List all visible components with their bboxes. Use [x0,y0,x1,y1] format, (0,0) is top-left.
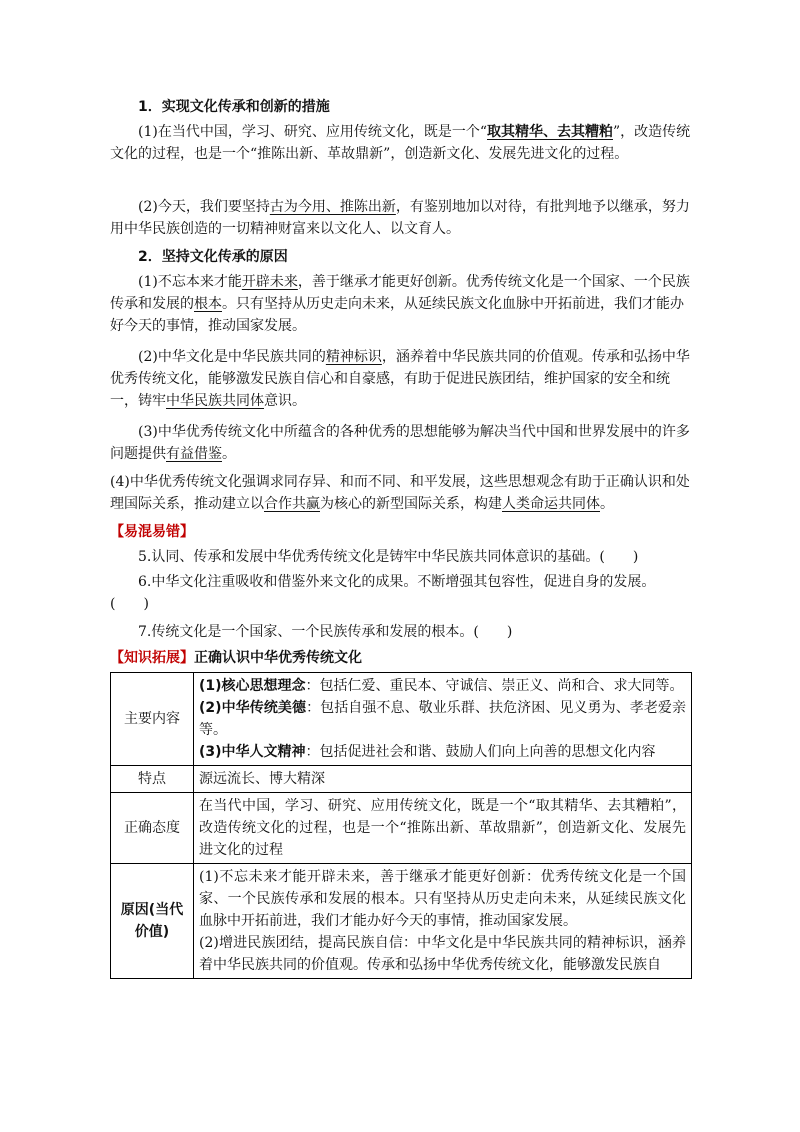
main-content-item-2 [199,697,686,741]
section-1-paragraph-2 [110,196,692,240]
section-2-paragraph-1 [110,271,692,337]
section-1-paragraph-1 [110,121,692,165]
row-label-features: 特点 [111,766,194,793]
text: ，有鉴别地加以对待，有批判地予以继承，努力用中华民族创造的一切精神财富来以文化人、以文育人。 [110,199,690,237]
extension-heading: 【知识拓展】 [110,650,194,666]
text: (2)今天，我们要坚持 [138,199,270,215]
text: 。只有坚持从历史走向未来，从延续民族文化血脉中开拓前进，我们才能办好今天的事情，推动国家发展。 [110,296,684,334]
main-content-item-3 [199,741,686,763]
section-2-paragraph-2 [110,346,692,412]
question-5: 5.认同、传承和发展中华优秀传统文化是铸牢中华民族共同体意识的基础。( ) [138,549,639,565]
extension-title: 正确认识中华优秀传统文化 [194,650,362,666]
features-cell: 源远流长、博大精深 [194,766,692,793]
label-line: 原因(当代 [120,902,184,918]
attitude-cell: 在当代中国，学习、研究、应用传统文化，既是一个“取其精华、去其糟粕”，改造传统文化的过程，也是一个“推陈出新、革故鼎新”，创造新文化、发展先进文化的过程 [194,793,692,864]
text: 。 [222,446,236,462]
text: 。 [600,496,614,512]
item-heading: (1)核心思想理念 [199,678,306,694]
text: (3)中华优秀传统文化中所蕴含的各种优秀的思想能够为解决当代中国和世界发展中的许多问题提供 [110,424,690,462]
underlined-term: 中华民族共同体 [166,393,264,409]
underlined-term: 开辟未来 [241,274,298,290]
text: ”，改造传统文化的过程，也是一个“推陈出新、革故鼎新”，创造新文化、发展先进文化的过程。 [110,124,691,162]
knowledge-table [110,672,692,979]
reason-cell [194,864,692,979]
main-content-item-1 [199,675,686,697]
table-row [111,864,692,979]
underlined-term: 人类命运共同体 [502,496,600,512]
item-body: ：包括自强不息、敬业乐群、扶危济困、见义勇为、孝老爱亲等。 [199,700,686,738]
text: (1)在当代中国，学习、研究、应用传统文化，既是一个“ [138,124,487,140]
item-body: ：包括仁爱、重民本、守诚信、崇正义、尚和合、求大同等。 [305,678,684,694]
underlined-term: 合作共赢 [264,496,320,512]
text: (2)中华文化是中华民族共同的 [138,349,326,365]
reason-item-2: (2)增进民族团结，提高民族自信：中华文化是中华民族共同的精神标识，涵养着中华民族共同的价值观。传承和弘扬中华优秀传统文化，能够激发民族自 [199,935,686,973]
underlined-term: 根本 [194,296,222,312]
text: 意识。 [264,393,306,409]
label-line: 价值) [134,924,170,940]
text: ，涵养着中华民族共同的价值观。传承和弘扬中华优秀传统文化，能够激发民族自信心和自豪感，有助于促进民族团结，维护国家的安全和统一，铸牢 [110,349,690,409]
underlined-term: 取其精华、去其糟粕 [487,124,613,140]
text: (4)中华优秀传统文化强调求同存异、和而不同、和平发展，这些思想观念有助于正确认识和处理国际关系，推动建立以 [110,474,690,512]
confusion-heading: 【易混易错】 [110,524,194,540]
item-body: ：包括促进社会和谐、鼓励人们向上向善的思想文化内容 [305,744,656,760]
table-row [111,793,692,864]
underlined-term: 精神标识 [325,349,382,365]
section-2-title: 2．坚持文化传承的原因 [138,249,288,265]
main-content-cell [194,673,692,766]
item-heading: (2)中华传统美德 [199,700,307,716]
section-1-title: 1．实现文化传承和创新的措施 [138,99,330,115]
extension-heading-row [110,647,692,669]
row-label-attitude: 正确态度 [111,793,194,864]
section-2-paragraph-3 [110,421,692,465]
section-2-paragraph-4 [110,471,692,515]
reason-item-1: (1)不忘未来才能开辟未来，善于继承才能更好创新：优秀传统文化是一个国家、一个民族传承和发展的根本。只有坚持从历史走向未来，从延续民族文化血脉中开拓前进，我们才能办好今天的事情，推动国家发展。 [199,869,686,929]
table-row [111,766,692,793]
table-row [111,673,692,766]
question-6: 6.中华文化注重吸收和借鉴外来文化的成果。不断增强其包容性，促进自身的发展。( ) [110,574,656,612]
text: 为核心的新型国际关系，构建 [320,496,502,512]
underlined-term: 古为今用、推陈出新 [269,199,396,215]
underlined-term: 有益借鉴 [166,446,222,462]
item-heading: (3)中华人文精神 [199,744,306,760]
question-7: 7.传统文化是一个国家、一个民族传承和发展的根本。( ) [138,624,513,640]
row-label-main-content: 主要内容 [111,673,194,766]
row-label-reason [111,864,194,979]
text: (1)不忘本来才能 [138,274,242,290]
text: ，善于继承才能更好创新。优秀传统文化是一个国家、一个民族传承和发展的 [110,274,690,312]
